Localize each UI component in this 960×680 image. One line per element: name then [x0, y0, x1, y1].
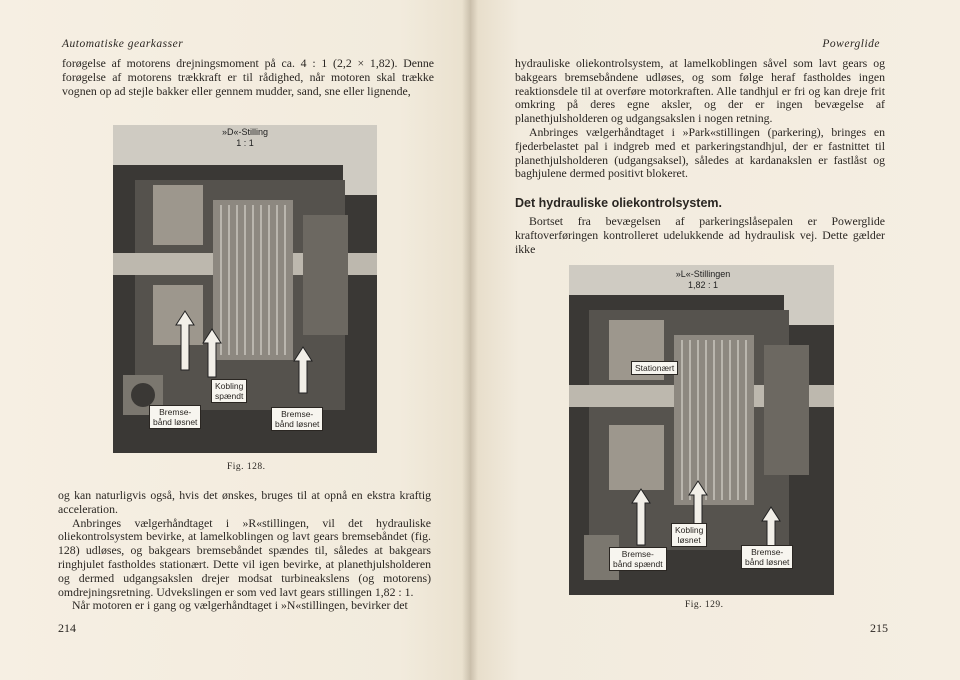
paragraph: og kan naturligvis også, hvis det ønskes, bruges til at opnå en ekstra kraftig acceleration.: [58, 488, 431, 516]
page-number-right: 215: [870, 621, 888, 635]
label-bremse-right: Bremse- bånd løsnet: [741, 545, 793, 569]
top-paragraph: [62, 57, 434, 98]
left-page: [0, 0, 470, 680]
figure-title: [213, 127, 277, 149]
right-page: [470, 0, 960, 680]
body-text-left: [58, 489, 431, 613]
body-text-right-bottom: [515, 215, 885, 256]
section-heading: Det hydrauliske oliekontrolsystem.: [515, 196, 723, 210]
label-bremse-right: Bremse- bånd løsnet: [271, 407, 323, 431]
figure-title: [665, 269, 741, 291]
label-bremse-left: Bremse- bånd spændt: [609, 547, 667, 571]
figure-title-line-2: 1 : 1: [236, 138, 254, 148]
paragraph: hydrauliske oliekontrolsystem, at lamelkoblingen såvel som lavt gears og bakgears bremsebåndene udløses, og som følge heraf fastholdes ingen reaktionsdele til at overføre motorkraften. Alle tandhjul er fri og kan dreje frit omkring på deres egne aksler, og der er ingen bevægelse af planethjulsholderen og udgangsakslen i nogen retning.: [515, 56, 885, 126]
label-stationaert: Stationært: [631, 361, 678, 375]
paragraph: Anbringes vælgerhåndtaget i »R«stillingen, vil det hydrauliske oliekontrolsystem bevirke, at lamelkoblingen og lavt gears bremsebåndet (fig. 128) udløses, og bakgears bremsebåndet spændes til, således at bakgears ringhjulet fastholdes stationært. Dette vil igen bevirke, at planethjulsholderen og dermed udgangsakslen drejer modsat turbineakslens (og motorens) omdrejningsretning. Udvekslingen er som ved lavt gears stillingen 1,82 : 1.: [58, 515, 431, 599]
transmission-drawing: [113, 125, 377, 453]
figure-caption: Fig. 129.: [685, 600, 724, 610]
figure-128: [113, 125, 377, 453]
figure-title-line-1: »L«-Stillingen: [675, 269, 731, 279]
paragraph: Når motoren er i gang og vælgerhåndtaget i »N«stillingen, bevirker det: [72, 598, 408, 613]
page-number-left: 214: [58, 621, 76, 635]
running-head-right: Powerglide: [822, 38, 880, 50]
paragraph: Anbringes vælgerhåndtaget i »Park«stillingen (parkering), bringes en fjederbelastet pal i indgreb med et parkeringstandhjul, der er fastnittet til planethjulsholderen (udgangsaksel), således at kardanakslen er fastlåst og baghjulene dermed positivt blokeret.: [515, 124, 885, 181]
label-kobling: Kobling løsnet: [671, 523, 707, 547]
book-gutter: [462, 0, 478, 680]
figure-title-line-2: 1,82 : 1: [687, 280, 719, 290]
body-text-right-top: [515, 57, 885, 181]
label-kobling: Kobling spændt: [211, 379, 247, 403]
paragraph: Bortset fra bevægelsen af parkeringslåsepalen er Powerglide kraftoverføringen kontrolleret udelukkende ad hydraulisk vej. Dette gælder ikke: [515, 214, 885, 256]
figure-129: [569, 265, 834, 595]
figure-caption: Fig. 128.: [227, 462, 266, 472]
paragraph: forøgelse af motorens drejningsmoment på ca. 4 : 1 (2,2 × 1,82). Denne forøgelse af motorens trækkraft er til rådighed, når motoren skal trække vognen op ad stejle bakker eller gennem mudder, sand, sne eller lignende,: [62, 56, 434, 98]
running-head-left: Automatiske gearkasser: [62, 38, 184, 50]
figure-title-line-1: »D«-Stilling: [221, 127, 269, 137]
label-bremse-left: Bremse- bånd løsnet: [149, 405, 201, 429]
